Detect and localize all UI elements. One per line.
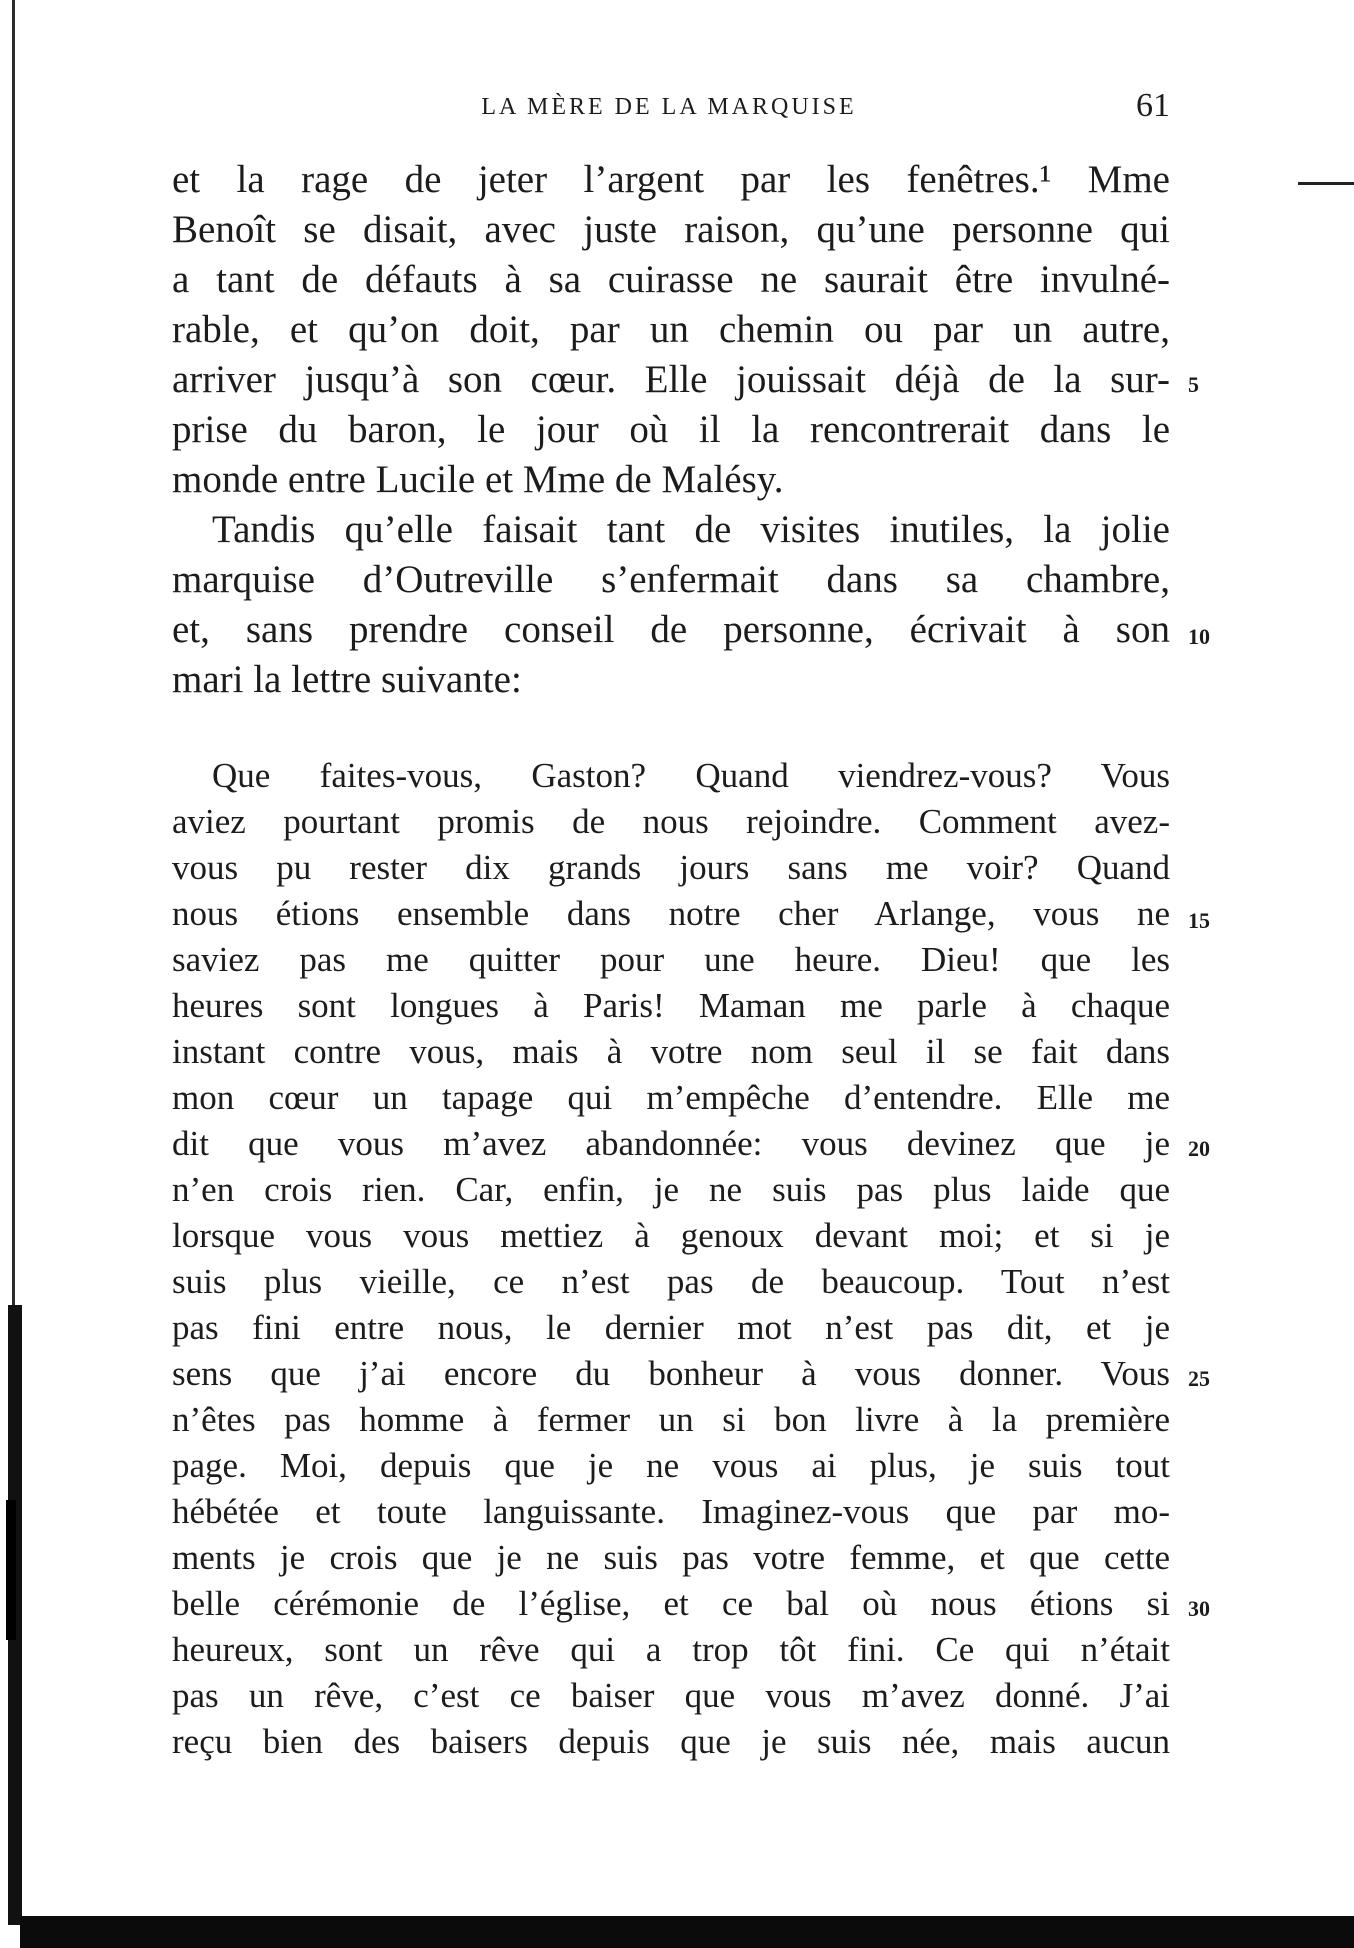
text-line: mari la lettre suivante: — [172, 658, 522, 701]
letter-line: pas fini entre nous, le dernier mot n’est pas dit, et je — [172, 1308, 1170, 1347]
letter-line: n’en crois rien. Car, enfin, je ne suis pas plus laide que — [172, 1170, 1170, 1209]
letter-line: Que faites-vous, Gaston? Quand viendrez-vous? Vous — [212, 756, 1170, 795]
letter-line: vous pu rester dix grands jours sans me voir? Quand — [172, 848, 1170, 887]
letter-line: ments je crois que je ne suis pas votre femme, et que cette — [172, 1538, 1170, 1577]
letter-line: belle cérémonie de l’église, et ce bal où nous étions si — [172, 1584, 1170, 1623]
letter-line: instant contre vous, mais à votre nom seul il se fait dans — [172, 1032, 1170, 1071]
letter-line: heureux, sont un rêve qui a trop tôt fini. Ce qui n’était — [172, 1630, 1170, 1669]
text-line: arriver jusqu’à son cœur. Elle jouissait déjà de la sur- — [172, 358, 1170, 401]
text-line: et la rage de jeter l’argent par les fenêtres.¹ Mme — [172, 158, 1170, 201]
letter-line: suis plus vieille, ce n’est pas de beaucoup. Tout n’est — [172, 1262, 1170, 1301]
letter-line: saviez pas me quitter pour une heure. Dieu! que les — [172, 940, 1170, 979]
letter-line: nous étions ensemble dans notre cher Arlange, vous ne — [172, 894, 1170, 933]
letter-line: aviez pourtant promis de nous rejoindre. Comment avez- — [172, 802, 1170, 841]
letter-line: sens que j’ai encore du bonheur à vous donner. Vous — [172, 1354, 1170, 1393]
scan-spine-shadow-dark — [6, 1500, 16, 1640]
letter-line: hébétée et toute languissante. Imaginez-vous que par mo- — [172, 1492, 1170, 1531]
scan-margin-mark — [1298, 182, 1354, 185]
line-number: 30 — [1188, 1596, 1210, 1621]
letter-line: pas un rêve, c’est ce baiser que vous m’avez donné. J’ai — [172, 1676, 1170, 1715]
text-line: marquise d’Outreville s’enfermait dans sa chambre, — [172, 558, 1170, 601]
line-number: 20 — [1188, 1136, 1210, 1161]
letter-line: lorsque vous vous mettiez à genoux devant moi; et si je — [172, 1216, 1170, 1255]
line-number: 25 — [1188, 1366, 1210, 1391]
text-line: Benoît se disait, avec juste raison, qu’une personne qui — [172, 208, 1170, 251]
page-number: 61 — [1136, 87, 1170, 124]
scan-bottom-edge — [20, 1916, 1354, 1948]
letter-line: page. Moi, depuis que je ne vous ai plus, je suis tout — [172, 1446, 1170, 1485]
letter-line: mon cœur un tapage qui m’empêche d’entendre. Elle me — [172, 1078, 1170, 1117]
letter-line: dit que vous m’avez abandonnée: vous devinez que je — [172, 1124, 1170, 1163]
text-line: et, sans prendre conseil de personne, écrivait à son — [172, 608, 1170, 651]
line-number: 15 — [1188, 908, 1210, 933]
line-number: 10 — [1188, 624, 1210, 649]
text-line: prise du baron, le jour où il la rencontrerait dans le — [172, 408, 1170, 451]
line-number: 5 — [1188, 372, 1199, 397]
text-line: rable, et qu’on doit, par un chemin ou par un autre, — [172, 308, 1170, 351]
letter-line: reçu bien des baisers depuis que je suis née, mais aucun — [172, 1722, 1170, 1761]
text-line: Tandis qu’elle faisait tant de visites inutiles, la jolie — [212, 508, 1170, 551]
letter-line: n’êtes pas homme à fermer un si bon livre à la première — [172, 1400, 1170, 1439]
running-title: LA MÈRE DE LA MARQUISE — [481, 94, 857, 120]
text-line: a tant de défauts à sa cuirasse ne saurait être invulné- — [172, 258, 1170, 301]
text-line: monde entre Lucile et Mme de Malésy. — [172, 458, 784, 501]
letter-line: heures sont longues à Paris! Maman me parle à chaque — [172, 986, 1170, 1025]
